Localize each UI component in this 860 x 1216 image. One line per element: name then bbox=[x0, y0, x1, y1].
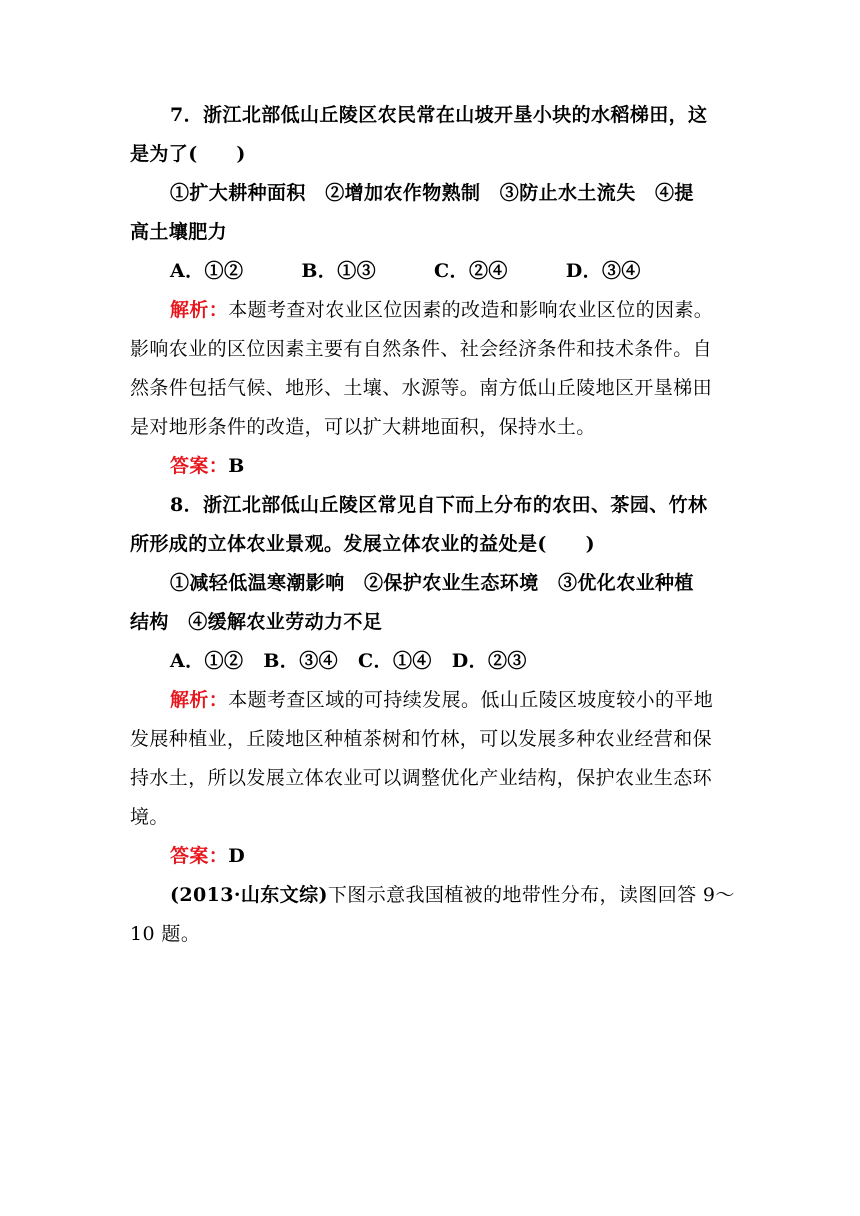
q8-analysis-line-2: 发展种植业，丘陵地区种植茶树和竹林，可以发展多种农业经营和保 bbox=[130, 728, 713, 750]
q7-analysis-label: 解析： bbox=[170, 299, 229, 321]
q7-answer-label: 答案： bbox=[170, 455, 229, 477]
q7-stem-line-1: 7．浙江北部低山丘陵区农民常在山坡开垦小块的水稻梯田，这 bbox=[170, 104, 708, 126]
q8-analysis-line-4: 境。 bbox=[130, 806, 169, 828]
q7-option-a: A．①② bbox=[170, 260, 244, 282]
intro-line-2: 10 题。 bbox=[130, 923, 201, 945]
q8-analysis-text: 本题考查区域的可持续发展。低山丘陵区坡度较小的平地 bbox=[228, 689, 714, 711]
q7-option-c: C．②④ bbox=[434, 260, 508, 282]
intro-source: (2013·山东文综) bbox=[170, 884, 328, 906]
q7-answer bbox=[130, 447, 732, 486]
q8-options bbox=[130, 642, 732, 681]
q8-option-c: C．①④ bbox=[358, 650, 432, 672]
q8-option-b: B．③④ bbox=[263, 650, 339, 672]
q7-option-d: D．③④ bbox=[565, 260, 641, 282]
intro-text: 下图示意我国植被的地带性分布，读图回答 9～ bbox=[327, 884, 735, 906]
q8-items-line-2: 结构 ④缓解农业劳动力不足 bbox=[130, 611, 383, 633]
q8-answer-label: 答案： bbox=[170, 845, 229, 867]
q8-stem-line-1: 8．浙江北部低山丘陵区常见自下而上分布的农田、茶园、竹林 bbox=[170, 494, 708, 516]
q7-analysis-line-1 bbox=[130, 291, 732, 330]
q7-option-b: B．①③ bbox=[301, 260, 377, 282]
q8-analysis-line-3: 持水土，所以发展立体农业可以调整优化产业结构，保护农业生态环 bbox=[130, 767, 713, 789]
q7-items-line-2: 高土壤肥力 bbox=[130, 221, 228, 243]
q7-analysis-line-3: 然条件包括气候、地形、土壤、水源等。南方低山丘陵地区开垦梯田 bbox=[130, 377, 713, 399]
q7-answer-value: B bbox=[228, 455, 245, 477]
q8-answer-value: D bbox=[228, 845, 246, 867]
q7-stem-line-2: 是为了( ) bbox=[130, 143, 246, 165]
q7-analysis-text: 本题考查对农业区位因素的改造和影响农业区位的因素。 bbox=[228, 299, 714, 321]
q8-answer bbox=[130, 837, 732, 876]
q7-analysis-line-4: 是对地形条件的改造，可以扩大耕地面积，保持水土。 bbox=[130, 416, 596, 438]
q7-items-line-1: ①扩大耕种面积 ②增加农作物熟制 ③防止水土流失 ④提 bbox=[170, 182, 694, 204]
q7-analysis-line-2: 影响农业的区位因素主要有自然条件、社会经济条件和技术条件。自 bbox=[130, 338, 713, 360]
q8-items-line-1: ①减轻低温寒潮影响 ②保护农业生态环境 ③优化农业种植 bbox=[170, 572, 694, 594]
intro-line-1 bbox=[130, 876, 735, 915]
q7-options bbox=[130, 252, 732, 291]
q8-stem-line-2: 所形成的立体农业景观。发展立体农业的益处是( ) bbox=[130, 533, 595, 555]
document-page bbox=[130, 96, 735, 954]
q8-analysis-label: 解析： bbox=[170, 689, 229, 711]
q8-analysis-line-1 bbox=[130, 681, 732, 720]
q8-option-d: D．②③ bbox=[451, 650, 527, 672]
q8-option-a: A．①② bbox=[170, 650, 244, 672]
